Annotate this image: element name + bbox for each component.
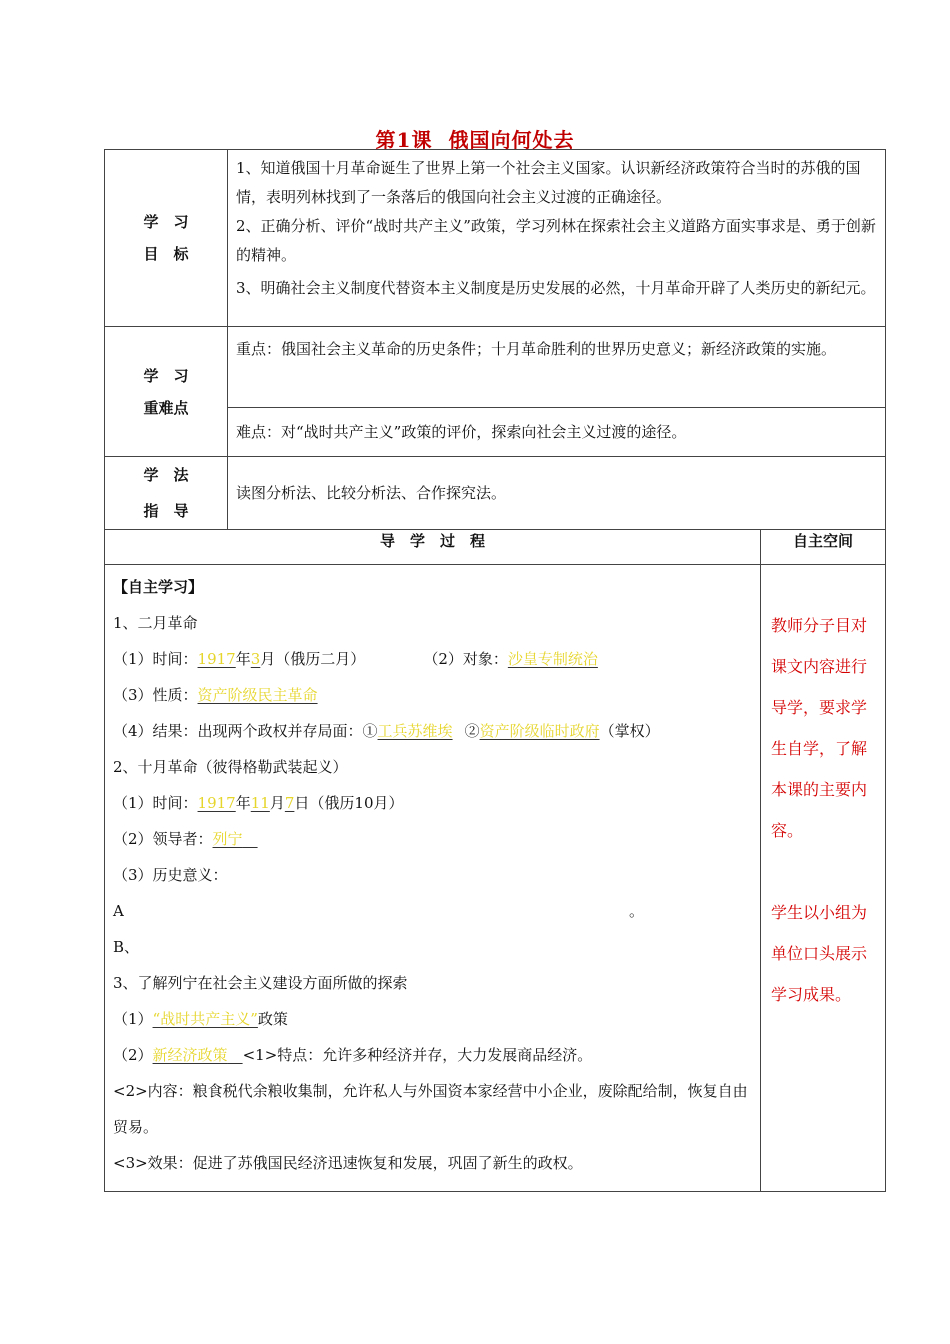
method-text: 读图分析法、比较分析法、合作探究法。 <box>228 457 886 530</box>
objective-item: 2、正确分析、评价“战时共产主义”政策，学习列林在探索社会主义道路方面实事求是、勇于创新的精神。 <box>236 217 876 264</box>
process-row <box>105 565 886 1192</box>
section-title: 【自主学习】 <box>113 578 204 596</box>
keypoints-label: 学 习 重难点 <box>105 327 228 457</box>
side-header: 自主空间 <box>761 530 886 565</box>
war-communism: （1）“战时共产主义”政策 <box>113 1010 288 1028</box>
feb-time: （1）时间：1917年3月（俄历二月） （2）对象：沙皇专制统治 <box>113 650 598 668</box>
oct-meaning: （3）历史意义： <box>113 866 228 884</box>
process-content <box>105 565 761 1192</box>
lesson-number: 第1课 <box>375 128 433 152</box>
method-row <box>105 457 886 530</box>
nep-effect: <3>效果：促进了苏俄国民经济迅速恢复和发展，巩固了新生的政权。 <box>113 1154 583 1172</box>
nep: （2）新经济政策 <1>特点：允许多种经济并存，大力发展商品经济。 <box>113 1046 593 1064</box>
difficulty-text: 难点：对“战时共产主义”政策的评价，探索向社会主义过渡的途径。 <box>228 408 886 457</box>
objectives-content <box>228 150 886 327</box>
process-header: 导 学 过 程 <box>105 530 761 565</box>
lesson-plan-table <box>104 149 886 1192</box>
feb-revolution-title: 1、二月革命 <box>113 614 198 632</box>
nep-content: <2>内容：粮食税代余粮收集制，允许私人与外国资本家经营中小企业，废除配给制，恢复自由贸易。 <box>113 1082 748 1136</box>
objectives-row <box>105 150 886 327</box>
lesson-name: 俄国向何处去 <box>448 128 575 152</box>
keypoint-row <box>105 327 886 408</box>
method-label: 学 法 指 导 <box>105 457 228 530</box>
meaning-b: B、 <box>113 938 140 956</box>
oct-leader: （2）领导者：列宁 <box>113 830 243 848</box>
oct-time: （1）时间：1917年11月7日（俄历10月） <box>113 794 404 812</box>
objective-item: 3、明确社会主义制度代替资本主义制度是历史发展的必然，十月革命开辟了人类历史的新纪元。 <box>236 279 876 297</box>
objectives-label: 学 习 目 标 <box>105 150 228 327</box>
oct-revolution-title: 2、十月革命（彼得格勒武装起义） <box>113 758 348 776</box>
feb-nature: （3）性质：资产阶级民主革命 <box>113 686 318 704</box>
keypoint-text: 重点：俄国社会主义革命的历史条件；十月革命胜利的世界历史意义；新经济政策的实施。 <box>228 327 886 408</box>
side-notes: 教师分子目对 课文内容进行 导学，要求学 生自学，了解 本课的主要内 容。 学生以小组为 单位口头展示 学习成果。 <box>761 565 886 1192</box>
process-header-row <box>105 530 886 565</box>
lenin-explore-title: 3、了解列宁在社会主义建设方面所做的探索 <box>113 974 408 992</box>
objective-item: 1、知道俄国十月革命诞生了世界上第一个社会主义国家。认识新经济政策符合当时的苏俄的国情，表明列林找到了一条落后的俄国向社会主义过渡的正确途径。 <box>236 159 861 206</box>
meaning-a: A 。 <box>113 902 645 920</box>
feb-result: （4）结果：出现两个政权并存局面：①工兵苏维埃 ②资产阶级临时政府（掌权） <box>113 722 660 740</box>
